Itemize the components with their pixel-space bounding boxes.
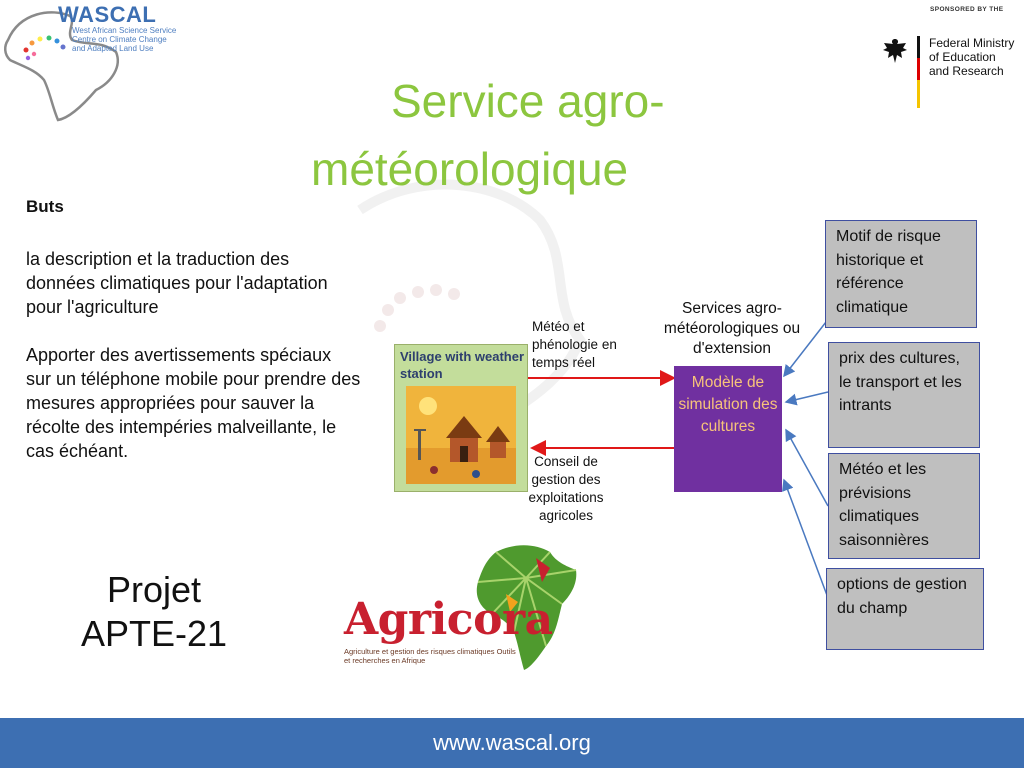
arrow-input-4 bbox=[784, 480, 828, 598]
title-line-2: météorologique bbox=[311, 143, 629, 195]
village-label: Village with weather station bbox=[400, 349, 525, 381]
services-label: Services agro-météorologiques ou d'extension bbox=[663, 300, 801, 357]
input-box-forecasts: Météo et les prévisions climatiques saisonnières bbox=[828, 453, 980, 559]
crop-model-box: Modèle de simulation des cultures bbox=[674, 366, 782, 492]
ministry-name: Federal Ministry of Education and Research bbox=[929, 36, 1015, 78]
input-box-field-options: options de gestion du champ bbox=[826, 568, 984, 650]
farm-advice-label: Conseil de gestion des exploitations agricoles bbox=[528, 454, 604, 523]
input-box-historical-risk: Motif de risque historique et référence climatique bbox=[825, 220, 977, 328]
footer-bar bbox=[0, 718, 1024, 768]
agricora-logo bbox=[340, 538, 590, 674]
goals-heading: Buts bbox=[26, 197, 64, 216]
realtime-weather-label: Météo et phénologie en temps réel bbox=[532, 319, 617, 370]
sponsored-label: SPONSORED BY THE bbox=[930, 6, 1004, 13]
input-box-prices: prix des cultures, le transport et les intrants bbox=[828, 342, 980, 448]
wascal-subtitle: West African Science Service Centre on Climate Change and Adapted Land Use bbox=[72, 26, 177, 53]
arrow-input-3 bbox=[786, 430, 828, 506]
agricora-name: Agricora bbox=[344, 594, 553, 645]
goals-paragraph-2: Apporter des avertissements spéciaux sur un téléphone mobile pour prendre des mesures appropriées pour sauver la récolte des intempéries malveillante, le cas échéant. bbox=[26, 345, 361, 461]
project-line-2: APTE-21 bbox=[80, 613, 228, 654]
goals-paragraph-1: la description et la traduction des données climatiques pour l'adaptation pour l'agriculture bbox=[26, 249, 328, 317]
arrow-input-2 bbox=[786, 392, 828, 402]
wascal-name: WASCAL bbox=[58, 2, 157, 27]
project-line-1: Projet bbox=[106, 569, 202, 610]
footer-url-link[interactable]: www.wascal.org bbox=[433, 730, 591, 755]
title-line-1: Service agro- bbox=[391, 75, 665, 127]
agricora-tagline: Agriculture et gestion des risques climatiques Outils et recherches en Afrique bbox=[344, 647, 516, 665]
